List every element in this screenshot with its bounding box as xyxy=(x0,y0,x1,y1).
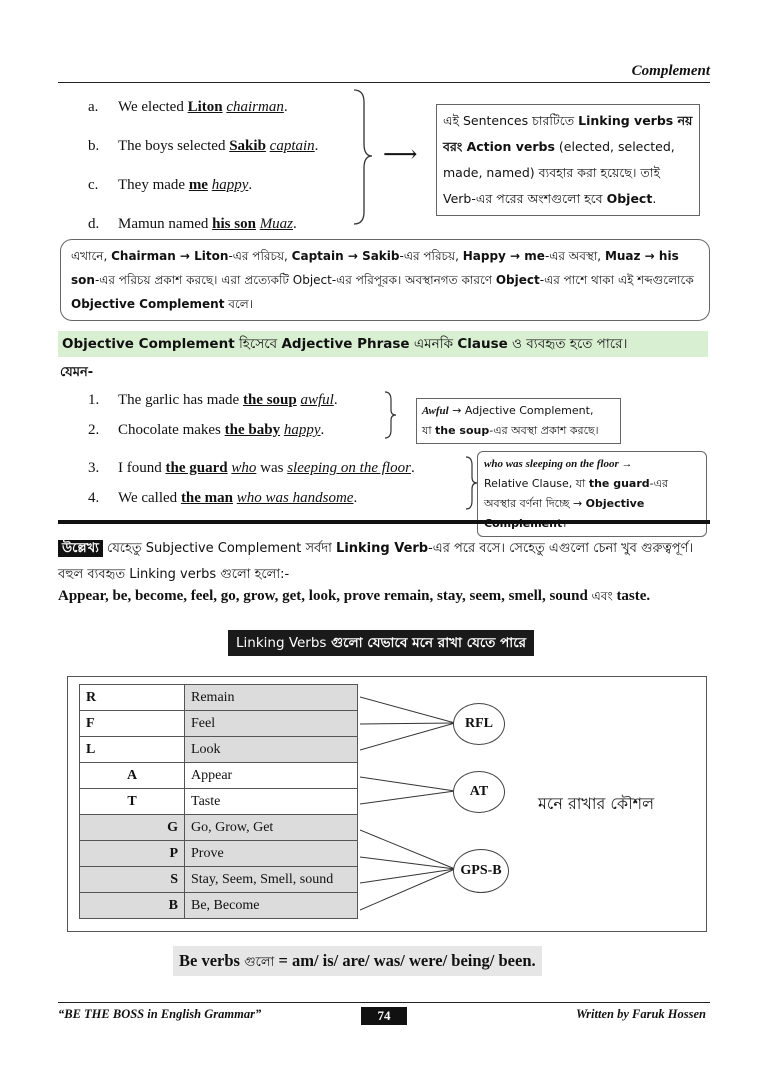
word-cell: Stay, Seem, Smell, sound xyxy=(185,867,358,893)
letter-cell: R xyxy=(80,685,185,711)
footer-book-title: “BE THE BOSS in English Grammar” xyxy=(58,1007,262,1021)
letter-cell: A xyxy=(80,763,185,789)
letter-cell: S xyxy=(80,867,185,893)
example-d: d. Mamun named his son Muaz. xyxy=(88,216,297,232)
awful-note-box: Awful → Adjective Complement, যা the soup-এর অবস্থা প্রকাশ করছে। xyxy=(416,398,621,444)
clause-note-box: who was sleeping on the floor → Relative Clause, যা the guard-এর অবস্থার বর্ণনা দিচ্ছে → Objective Complement। xyxy=(477,451,707,537)
example-b: b. The boys selected Sakib captain. xyxy=(88,138,319,154)
mnemonic-banner: Linking Verbs গুলো যেভাবে মনে রাখা যেতে পারে xyxy=(228,630,534,656)
table-row xyxy=(80,789,358,815)
example-c: c. They made me happy. xyxy=(88,177,253,193)
word-cell: Feel xyxy=(185,711,358,737)
footer-rule xyxy=(58,1002,710,1003)
right-arrow-icon: ⟶ xyxy=(383,140,418,168)
letter-cell: B xyxy=(80,893,185,919)
word-cell: Taste xyxy=(185,789,358,815)
example-a: a. We elected Liton chairman. xyxy=(88,99,288,115)
example-label: যেমন- xyxy=(60,365,94,380)
group-at: AT xyxy=(453,771,505,813)
note-paragraph: উল্লেখ্য যেহেতু Subjective Complement সর্বদা Linking Verb-এর পরে বসে। সেহেতু এগুলো চেনা খুব গুরুত্বপূর্ণ। বহুল ব্যবহৃত Linking verbs গুলো হলো:- xyxy=(58,541,694,582)
letter-cell: G xyxy=(80,815,185,841)
footer-author: Written by Faruk Hossen xyxy=(576,1007,706,1021)
letter-cell: T xyxy=(80,789,185,815)
table-row xyxy=(80,841,358,867)
letter-cell: F xyxy=(80,711,185,737)
brace-icon-1 xyxy=(383,390,403,440)
linking-verbs-list: Appear, be, become, feel, go, grow, get, look, prove remain, stay, seem, smell, sound এবং taste. xyxy=(58,588,651,604)
example-4: 4. We called the man who was handsome. xyxy=(88,490,358,506)
example-1: 1. The garlic has made the soup awful. xyxy=(88,392,338,408)
word-cell: Look xyxy=(185,737,358,763)
table-row xyxy=(80,815,358,841)
letter-cell: P xyxy=(80,841,185,867)
section-divider xyxy=(58,520,710,524)
note-badge: উল্লেখ্য xyxy=(58,540,103,557)
connector-lines xyxy=(360,684,460,924)
page-number: 74 xyxy=(361,1007,407,1025)
table-row xyxy=(80,763,358,789)
linking-note-box: এই Sentences চারটিতে Linking verbs নয় বরং Action verbs (elected, selected, made, named) ব্যবহার করা হয়েছে। তাই Verb-এর পরের অংশগুলো হবে Object. xyxy=(436,104,700,216)
header-rule xyxy=(58,82,710,83)
be-verbs-line: Be verbs গুলো = am/ is/ are/ was/ were/ being/ been. xyxy=(173,946,542,976)
section1-examples xyxy=(88,88,318,244)
word-cell: Prove xyxy=(185,841,358,867)
table-row xyxy=(80,737,358,763)
table-row xyxy=(80,893,358,919)
header-title: Complement xyxy=(631,63,710,79)
example-3: 3. I found the guard who was sleeping on the floor. xyxy=(88,460,415,476)
table-row xyxy=(80,685,358,711)
mnemonic-table xyxy=(79,684,358,919)
word-cell: Be, Become xyxy=(185,893,358,919)
table-row xyxy=(80,867,358,893)
example-2: 2. Chocolate makes the baby happy. xyxy=(88,422,325,438)
group-gpsb: GPS-B xyxy=(453,849,509,893)
group-rfl: RFL xyxy=(453,703,505,745)
word-cell: Go, Grow, Get xyxy=(185,815,358,841)
word-cell: Appear xyxy=(185,763,358,789)
section2-examples-1 xyxy=(88,385,338,445)
mnemonic-side-label: মনে রাখার কৌশল xyxy=(538,794,655,813)
letter-cell: L xyxy=(80,737,185,763)
table-row xyxy=(80,711,358,737)
word-cell: Remain xyxy=(185,685,358,711)
explanation-box: এখানে, Chairman → Liton-এর পরিচয়, Captain → Sakib-এর পরিচয়, Happy → me-এর অবস্থা, Muaz → his son-এর পরিচয় প্রকাশ করছে। এরা প্রত্যেকটি Object-এর পরিপূরক। অবস্থানগত কারণে Object-এর পাশে থাকা এই শব্দগুলোকে Objective Complement বলে। xyxy=(60,239,710,321)
section2-examples-2 xyxy=(88,453,415,513)
section2-heading: Objective Complement হিসেবে Adjective Phrase এমনকি Clause ও ব্যবহৃত হতে পারে। xyxy=(58,331,708,357)
